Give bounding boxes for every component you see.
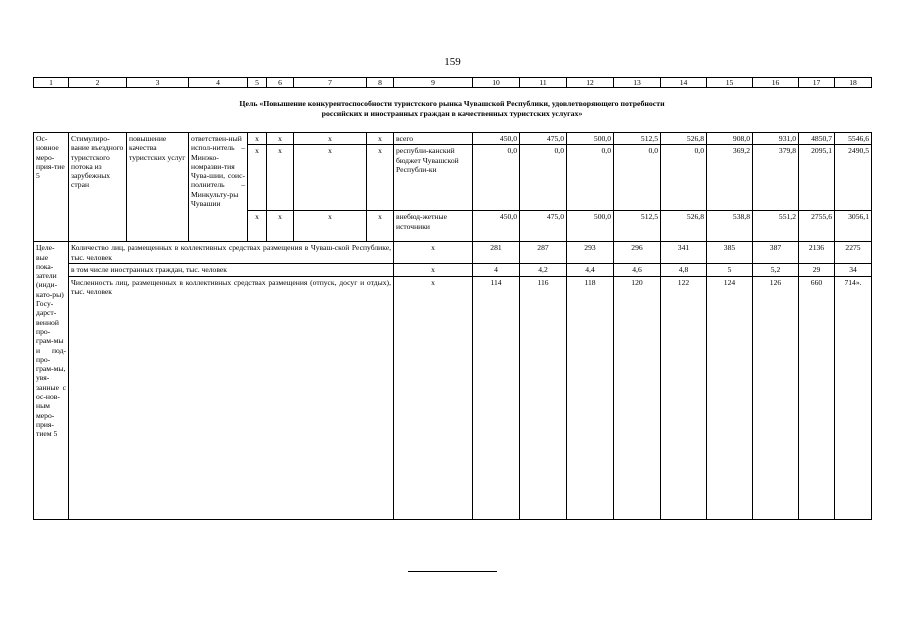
value-cell: 5546,6 [835, 133, 872, 145]
column-number: 9 [394, 78, 473, 88]
column-number: 16 [753, 78, 799, 88]
code-cell: x [248, 145, 267, 211]
value-cell: 124 [707, 276, 753, 519]
event-name-cell: Стимулиро-вание въездного туристского потока из зарубежных стран [69, 133, 127, 242]
column-number: 17 [799, 78, 835, 88]
value-cell: 450,0 [473, 211, 520, 242]
column-number: 15 [707, 78, 753, 88]
value-cell: 714». [835, 276, 872, 519]
column-number: 6 [267, 78, 294, 88]
code-cell: x [294, 145, 367, 211]
value-cell: 118 [567, 276, 614, 519]
program-table [33, 132, 872, 520]
indicator-text-cell: Численность лиц, размещенных в коллективных средствах размещения (отпуск, досуг и отдых), тыс. человек [69, 276, 394, 519]
code-cell: x [294, 211, 367, 242]
value-cell: 34 [835, 264, 872, 276]
value-cell: 500,0 [567, 211, 614, 242]
value-cell: 2275 [835, 242, 872, 264]
value-cell: 4850,7 [799, 133, 835, 145]
value-cell: 387 [753, 242, 799, 264]
column-number: 8 [367, 78, 394, 88]
value-cell: 2095,1 [799, 145, 835, 211]
column-number: 1 [34, 78, 69, 88]
value-cell: 2490,5 [835, 145, 872, 211]
value-cell: 551,2 [753, 211, 799, 242]
code-cell: x [394, 276, 473, 519]
value-cell: 500,0 [567, 133, 614, 145]
page-number: 159 [444, 56, 461, 68]
value-cell: 341 [661, 242, 707, 264]
value-cell: 0,0 [473, 145, 520, 211]
value-cell: 122 [661, 276, 707, 519]
value-cell: 475,0 [520, 211, 567, 242]
value-cell: 526,8 [661, 211, 707, 242]
value-cell: 660 [799, 276, 835, 519]
value-cell: 5,2 [753, 264, 799, 276]
value-cell: 29 [799, 264, 835, 276]
value-cell: 4,4 [567, 264, 614, 276]
value-cell: 4,2 [520, 264, 567, 276]
column-number: 14 [661, 78, 707, 88]
value-cell: 2136 [799, 242, 835, 264]
value-cell: 379,8 [753, 145, 799, 211]
column-number: 3 [127, 78, 189, 88]
value-cell: 281 [473, 242, 520, 264]
value-cell: 4 [473, 264, 520, 276]
column-number: 13 [614, 78, 661, 88]
code-cell: x [267, 145, 294, 211]
column-number: 12 [567, 78, 614, 88]
column-number-header [33, 77, 872, 88]
code-cell: x [367, 133, 394, 145]
value-cell: 512,5 [614, 211, 661, 242]
value-cell: 2755,6 [799, 211, 835, 242]
table-row [34, 242, 872, 264]
value-cell: 450,0 [473, 133, 520, 145]
value-cell: 126 [753, 276, 799, 519]
column-number: 10 [473, 78, 520, 88]
value-cell: 120 [614, 276, 661, 519]
code-cell: x [248, 211, 267, 242]
funding-source-cell: внебюд-жетные источники [394, 211, 473, 242]
column-number: 18 [835, 78, 872, 88]
event-executor-cell: ответствен-ный испол-нитель – Минэко-номразви-тия Чува-шии, соис-полнитель – Минкульту-ры Чувашии [189, 133, 248, 242]
table-row [34, 264, 872, 276]
value-cell: 5 [707, 264, 753, 276]
value-cell: 0,0 [661, 145, 707, 211]
code-cell: x [294, 133, 367, 145]
code-cell: x [248, 133, 267, 145]
code-cell: x [367, 145, 394, 211]
column-number: 4 [189, 78, 248, 88]
value-cell: 4,8 [661, 264, 707, 276]
value-cell: 475,0 [520, 133, 567, 145]
value-cell: 0,0 [567, 145, 614, 211]
table-row [34, 276, 872, 519]
value-cell: 0,0 [614, 145, 661, 211]
column-number: 11 [520, 78, 567, 88]
value-cell: 0,0 [520, 145, 567, 211]
code-cell: x [267, 211, 294, 242]
indicator-text-cell: в том числе иностранных граждан, тыс. человек [69, 264, 394, 276]
targets-label-cell: Целе-вые пока-затели (инди-като-ры) Госу-дарст-венной про-грам-мы и под-про-грам-мы, увя-занные с ос-нов-ным меро-прия-тием 5 [34, 242, 69, 519]
goal-heading-line: Цель «Повышение конкурентоспособности туристского рынка Чувашской Республики, удовлетворяющего потребности [239, 99, 665, 108]
value-cell: 526,8 [661, 133, 707, 145]
indicator-text-cell: Количество лиц, размещенных в коллективных средствах размещения в Чуваш-ской Республике, тыс. человек [69, 242, 394, 264]
value-cell: 4,6 [614, 264, 661, 276]
code-cell: x [394, 242, 473, 264]
code-cell: x [367, 211, 394, 242]
table-row [34, 133, 872, 145]
column-number: 2 [69, 78, 127, 88]
funding-source-cell: республи-канский бюджет Чувашской Республи-ки [394, 145, 473, 211]
column-number: 5 [248, 78, 267, 88]
event-goal-cell: повышение качества туристских услуг [127, 133, 189, 242]
value-cell: 369,2 [707, 145, 753, 211]
code-cell: x [394, 264, 473, 276]
value-cell: 538,8 [707, 211, 753, 242]
value-cell: 296 [614, 242, 661, 264]
value-cell: 293 [567, 242, 614, 264]
goal-heading [33, 99, 871, 119]
value-cell: 931,0 [753, 133, 799, 145]
value-cell: 3056,1 [835, 211, 872, 242]
value-cell: 287 [520, 242, 567, 264]
funding-source-cell: всего [394, 133, 473, 145]
footnote-divider [408, 571, 497, 572]
value-cell: 116 [520, 276, 567, 519]
column-number: 7 [294, 78, 367, 88]
value-cell: 114 [473, 276, 520, 519]
value-cell: 385 [707, 242, 753, 264]
code-cell: x [267, 133, 294, 145]
value-cell: 512,5 [614, 133, 661, 145]
event-type-cell: Ос-новное меро-прия-тие 5 [34, 133, 69, 242]
value-cell: 908,0 [707, 133, 753, 145]
goal-heading-line: российских и иностранных граждан в качественных туристских услугах» [321, 109, 583, 118]
